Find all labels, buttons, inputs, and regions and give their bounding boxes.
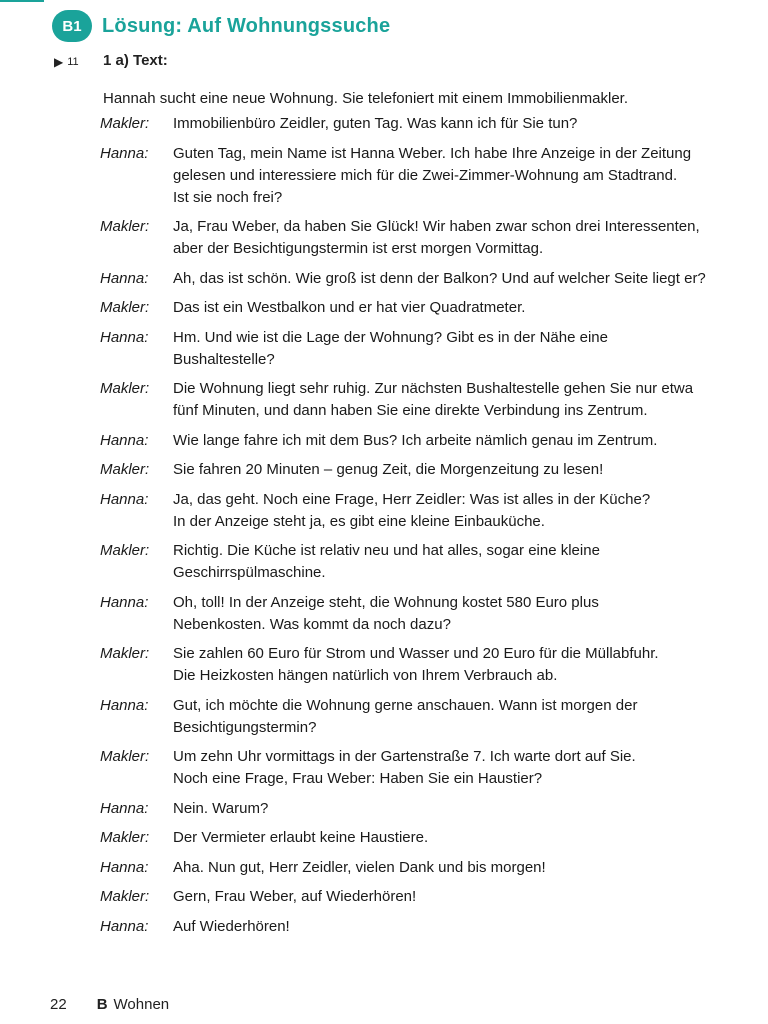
- audio-track[interactable]: [54, 55, 79, 69]
- dialog-line: Das ist ein Westbalkon und er hat vier Quadratmeter.: [173, 299, 526, 316]
- speaker-label: Hanna:: [100, 799, 149, 817]
- dialog-line: Auf Wiederhören!: [173, 917, 290, 935]
- speaker-label: Hanna:: [100, 490, 149, 508]
- dialog-line: Um zehn Uhr vormittags in der Gartenstraße 7. Ich warte dort auf Sie. Noch eine Frage, Frau Weber: Haben Sie ein Haustier?: [173, 748, 636, 787]
- speaker-label: Makler:: [100, 748, 150, 765]
- dialog-row: [100, 143, 740, 209]
- play-icon[interactable]: ▶: [54, 55, 64, 69]
- dialog-line: Oh, toll! In der Anzeige steht, die Wohnung kostet 580 Euro plus Nebenkosten. Was kommt da noch dazu?: [173, 593, 599, 633]
- speaker-label: Makler:: [100, 888, 150, 905]
- speaker-label: Hanna:: [100, 431, 149, 449]
- speaker-label: Hanna:: [100, 269, 149, 287]
- speaker-label: Makler:: [100, 829, 150, 846]
- speaker-label: Makler:: [100, 218, 150, 235]
- intro-text: Hannah sucht eine neue Wohnung. Sie telefoniert mit einem Immobilienmakler.: [103, 90, 629, 107]
- dialog-row: [100, 327, 740, 371]
- dialog-row: [100, 592, 740, 636]
- speaker-label: Hanna:: [100, 144, 149, 162]
- speaker-label: Makler:: [100, 645, 150, 662]
- dialog-line: Immobilienbüro Zeidler, guten Tag. Was kann ich für Sie tun?: [173, 115, 578, 132]
- dialog-line: Guten Tag, mein Name ist Hanna Weber. Ich habe Ihre Anzeige in der Zeitung gelesen und interessiere mich für die Zwei-Zimmer-Wohnung am Stadtrand. Ist sie noch frei?: [173, 144, 692, 206]
- dialog-line: Ja, Frau Weber, da haben Sie Glück! Wir haben zwar schon drei Interessenten, aber der Besichtigungstermin ist erst morgen Vormittag.: [173, 218, 700, 257]
- track-number: 11: [67, 56, 79, 68]
- page-title: Lösung: Auf Wohnungssuche: [102, 14, 391, 37]
- speaker-label: Hanna:: [100, 696, 149, 714]
- speaker-label: Makler:: [100, 461, 150, 478]
- speaker-label: Hanna:: [100, 917, 149, 935]
- dialog-row: [100, 916, 740, 938]
- dialog-row: [100, 540, 740, 584]
- dialog-row: [100, 378, 740, 422]
- dialog-row: [100, 489, 740, 533]
- dialog-row: [100, 113, 740, 135]
- task-label: 1 a) Text:: [103, 52, 168, 69]
- dialog-line: Der Vermieter erlaubt keine Haustiere.: [173, 829, 429, 846]
- dialog-line: Wie lange fahre ich mit dem Bus? Ich arbeite nämlich genau im Zentrum.: [173, 431, 658, 449]
- speaker-label: Makler:: [100, 299, 150, 316]
- top-accent-rule: [0, 0, 44, 2]
- dialog-line: Aha. Nun gut, Herr Zeidler, vielen Dank und bis morgen!: [173, 858, 546, 876]
- speaker-label: Hanna:: [100, 858, 149, 876]
- dialog-row: [100, 643, 740, 687]
- speaker-label: Hanna:: [100, 328, 149, 346]
- dialog-line: Sie zahlen 60 Euro für Strom und Wasser und 20 Euro für die Müllabfuhr. Die Heizkosten hängen natürlich von Ihrem Verbrauch ab.: [173, 645, 659, 684]
- dialog-row: [100, 430, 740, 452]
- page-number: 22: [50, 996, 67, 1013]
- speaker-label: Makler:: [100, 542, 150, 559]
- dialog-line: Gut, ich möchte die Wohnung gerne anschauen. Wann ist morgen der Besichtigungstermin?: [173, 696, 638, 736]
- dialog-transcript: [100, 113, 740, 945]
- page-footer: [50, 996, 169, 1013]
- dialog-row: [100, 695, 740, 739]
- dialog-row: [100, 268, 740, 290]
- dialog-row: [100, 746, 740, 790]
- dialog-row: [100, 459, 740, 481]
- dialog-row: [100, 827, 740, 849]
- dialog-row: [100, 216, 740, 260]
- speaker-label: Makler:: [100, 380, 150, 397]
- dialog-row: [100, 857, 740, 879]
- level-badge: B1: [52, 10, 92, 42]
- dialog-line: Richtig. Die Küche ist relativ neu und hat alles, sogar eine kleine Geschirrspülmaschine.: [173, 542, 600, 581]
- dialog-line: Die Wohnung liegt sehr ruhig. Zur nächsten Bushaltestelle gehen Sie nur etwa fünf Minuten, und dann haben Sie eine direkte Verbindung ins Zentrum.: [173, 380, 694, 419]
- dialog-row: [100, 297, 740, 319]
- dialog-line: Hm. Und wie ist die Lage der Wohnung? Gibt es in der Nähe eine Bushaltestelle?: [173, 328, 608, 368]
- dialog-line: Ja, das geht. Noch eine Frage, Herr Zeidler: Was ist alles in der Küche? In der Anzeige steht ja, es gibt eine kleine Einbauküche.: [173, 490, 651, 530]
- dialog-line: Gern, Frau Weber, auf Wiederhören!: [173, 888, 417, 905]
- dialog-line: Sie fahren 20 Minuten – genug Zeit, die Morgenzeitung zu lesen!: [173, 461, 604, 478]
- dialog-row: [100, 798, 740, 820]
- dialog-line: Ah, das ist schön. Wie groß ist denn der Balkon? Und auf welcher Seite liegt er?: [173, 269, 706, 287]
- section-header: [52, 10, 390, 42]
- speaker-label: Hanna:: [100, 593, 149, 611]
- dialog-line: Nein. Warum?: [173, 799, 269, 817]
- section-title: Wohnen: [113, 996, 170, 1013]
- speaker-label: Makler:: [100, 115, 150, 132]
- section-letter: B: [96, 996, 108, 1013]
- dialog-row: [100, 886, 740, 908]
